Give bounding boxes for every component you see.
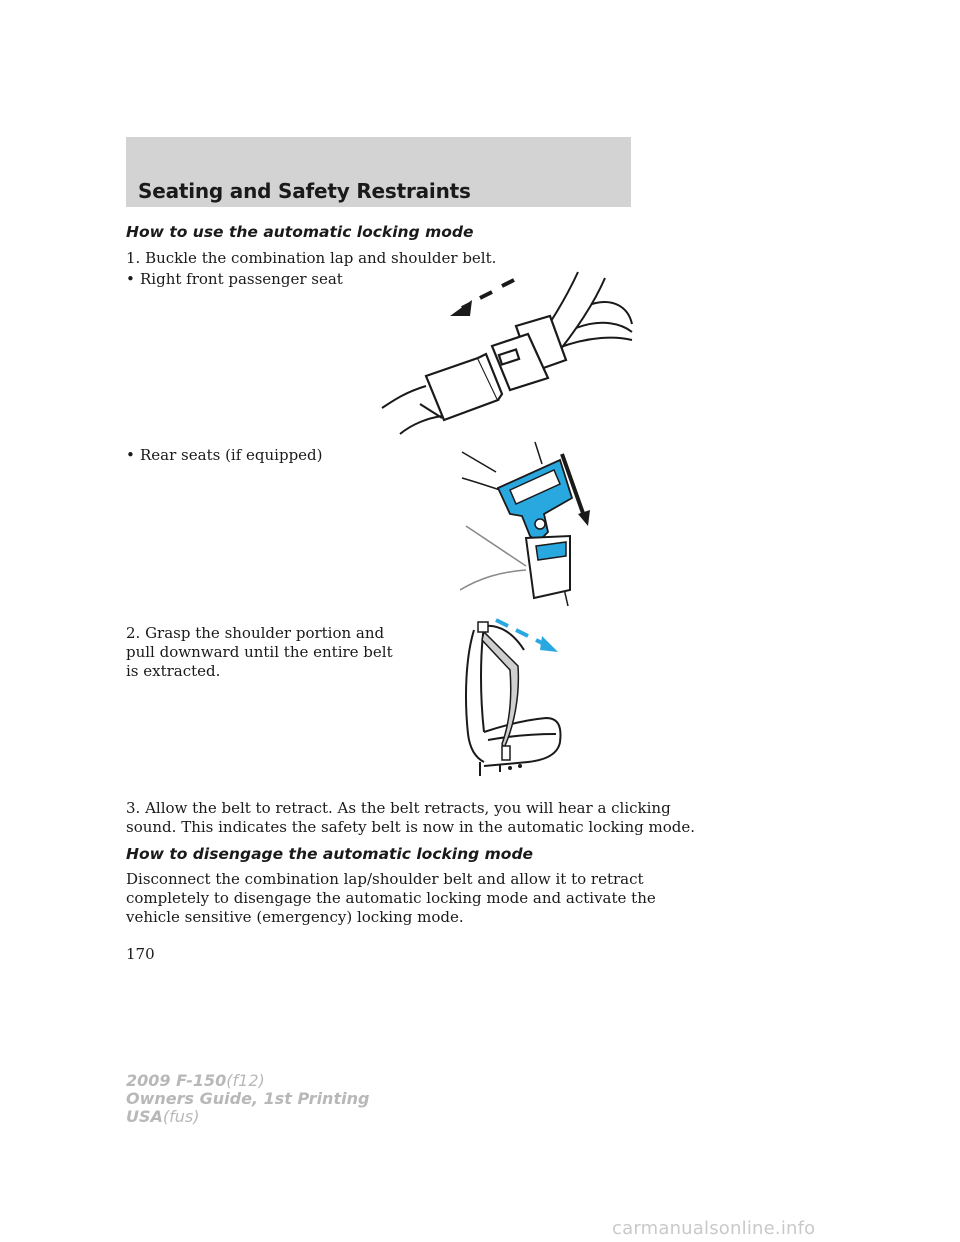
watermark-link[interactable]: carmanualsonline.info [612, 1218, 816, 1239]
figure-buckle-rear-seat [460, 440, 600, 608]
step-2-line-3: is extracted. [126, 662, 221, 680]
step-2-line-2: pull downward until the entire belt [126, 643, 393, 661]
step-2-line-1: 2. Grasp the shoulder portion and [126, 624, 385, 642]
disengage-line-1: Disconnect the combination lap/shoulder belt and allow it to retract [126, 870, 644, 888]
disengage-line-2: completely to disengage the automatic locking mode and activate the [126, 889, 656, 907]
heading-automatic-locking: How to use the automatic locking mode [126, 223, 474, 241]
bullet-dot: • [126, 446, 135, 464]
disengage-line-3: vehicle sensitive (emergency) locking mode. [126, 908, 464, 926]
step-3-line-1: 3. Allow the belt to retract. As the belt retracts, you will hear a clicking [126, 799, 671, 817]
heading-disengage-locking: How to disengage the automatic locking mode [126, 845, 534, 863]
bullet-dot: • [126, 270, 135, 288]
bullet-rear-seats [126, 446, 323, 465]
bullet-right-front [126, 270, 343, 289]
footer-model-code: (f12) [226, 1071, 265, 1090]
footer-model: 2009 F-150 [126, 1071, 227, 1090]
document-footer [126, 1072, 369, 1126]
footer-region-code: (fus) [162, 1107, 200, 1126]
footer-guide: Owners Guide, 1st Printing [126, 1089, 370, 1108]
footer-region: USA [126, 1107, 163, 1126]
step-3-line-2: sound. This indicates the safety belt is now in the automatic locking mode. [126, 818, 696, 836]
page-title: Seating and Safety Restraints [138, 179, 471, 203]
section-header-band [126, 137, 631, 207]
figure-buckle-front-seat [380, 268, 635, 438]
bullet-rear-seats-label: Rear seats (if equipped) [140, 446, 323, 464]
step-1-text: 1. Buckle the combination lap and shoulder belt. [126, 249, 497, 267]
bullet-right-front-label: Right front passenger seat [140, 270, 343, 288]
page-number: 170 [126, 945, 155, 963]
figure-extract-belt [460, 616, 570, 782]
